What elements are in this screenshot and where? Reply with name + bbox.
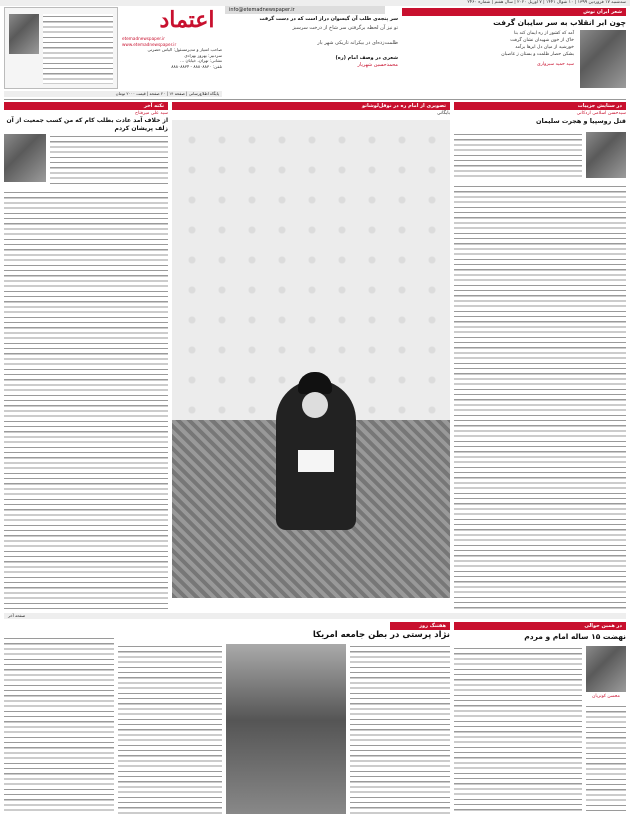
bottom-middle-section: [4, 622, 450, 816]
bottom-middle-col-2: [118, 644, 222, 814]
poem-quote-b: تو نیز آن لحظه برگرفتی سر شاخ از درخت سرسبز: [292, 25, 398, 31]
photo-face: [302, 392, 328, 418]
author-portrait-top: [580, 30, 626, 88]
site-link-1[interactable]: etemadnewspaper.ir: [122, 36, 165, 41]
credit-line-1: صاحب امتیاز و مدیرمسئول: الیاس حضرتی: [147, 47, 222, 53]
top-right-verse-4: بشکن حصار ظلمت و بستان ز غاصبان: [501, 52, 574, 57]
masthead-logo[interactable]: [150, 6, 224, 34]
center-bar: تصویری از امام ره در نوفل‌لوشاتو: [172, 102, 450, 110]
logo-text: اعتماد: [159, 7, 215, 33]
poem-box: [228, 16, 398, 96]
poem-quote-d: شعری در وصف امام (ره): [335, 55, 398, 61]
top-right-bar: شعر ایران نوش: [402, 8, 626, 16]
left-column-body: [4, 190, 168, 610]
masthead-credits: [122, 36, 222, 90]
section-strip: [4, 613, 626, 619]
right-column-headline: قتل روسپیا و هجرت سلیمان: [536, 117, 626, 125]
right-column-bar: در ستایش جزییات: [454, 102, 626, 110]
bottom-right-headline: نهضت ۱۵ ساله امام و مردم: [524, 632, 626, 641]
print-edition-thumbnail: [4, 7, 118, 89]
section-strip-label: صفحه آخر: [8, 613, 26, 618]
credit-line-2: سردبیر: بهروز بهزادی: [184, 52, 222, 58]
right-column-body-top: [454, 132, 582, 180]
left-column: [4, 102, 168, 610]
top-right-section: [402, 8, 626, 98]
left-column-body-top: [50, 134, 168, 186]
bottom-middle-headline: نژاد پرستی در بطن جامعه امریکا: [312, 630, 450, 640]
bottom-right-section: [454, 622, 626, 816]
bottom-middle-col-3: [4, 636, 114, 814]
thumbnail-photo: [9, 14, 39, 54]
top-right-verse-1: آمد که کشور از ره ایمان کند بنا: [513, 31, 574, 36]
top-right-verse-2: خاک از خون شهیدان نشان گرفت: [510, 38, 574, 43]
top-right-author: سید حمید سبزواری: [537, 62, 574, 67]
photo-turban: [298, 372, 332, 394]
email-text: info@etemadnewspaper.ir: [229, 7, 295, 13]
center-photo: [172, 120, 450, 598]
photo-book: [298, 450, 334, 472]
left-column-author-photo: [4, 134, 46, 182]
left-column-bar: نکته آخر: [4, 102, 168, 110]
bottom-right-bar: در همین حوالی: [454, 622, 626, 630]
right-column: [454, 102, 626, 610]
phone-line: تلفن: ۸۸۸۰۸۸۳۰ - ۸۸۸۰۸۸۳۴: [171, 63, 222, 69]
right-column-body: [454, 184, 626, 610]
poem-poet: محمدحسین شهریار: [357, 62, 398, 68]
poem-quote-a: سر پنجه‌ی طلب آن گیسوان دراز است که در دست گرفت: [259, 16, 398, 22]
right-column-author-photo: [586, 132, 626, 178]
bottom-right-author-photo: [586, 646, 626, 692]
bottom-right-body: [454, 646, 582, 814]
bottom-right-body-2: [586, 704, 626, 814]
top-right-headline: چون ابر انقلاب به سر سایبان گرفت: [493, 18, 626, 27]
bottom-line-text: پایگاه اطلاع‌رسانی | صفحه ۱۴ | ۲۰ صفحه | قیمت ۲۰۰۰ تومان: [115, 91, 219, 96]
top-divider: [4, 99, 626, 100]
email-bar: [225, 6, 385, 14]
poem-quote-c: ظلمت‌زده‌ای در بیکرانه تاریکی شهر بار: [317, 40, 398, 46]
site-link-2[interactable]: www.etemadnewspaper.ir: [122, 41, 177, 47]
thumbnail-text: [43, 14, 113, 84]
left-column-kicker: سید علی میرفتاح: [135, 111, 168, 116]
left-column-headline: از خلاف آمد عادت بطلب کام که من کسب جمعیت از آن زلف پریشان کردم: [6, 117, 168, 132]
date-line: سه‌شنبه ۱۷ فروردین ۱۳۹۹ | ۱۰ شوال ۱۴۴۱ | ۷ آوریل ۲۰۲۰ | سال هفتم | شماره ۲۴۶۰: [467, 0, 626, 5]
center-caption: بایگانی: [436, 111, 450, 116]
top-right-verse-3: خورشید از میان دل ابرها برآمد: [515, 45, 574, 50]
center-section: [172, 102, 450, 610]
address-line: نشانی: تهران، خیابان ...: [180, 58, 222, 64]
bottom-right-author: محسن کوثریان: [592, 694, 620, 699]
masthead-bottom-line: [4, 91, 222, 97]
bottom-middle-photo: [226, 644, 346, 814]
bottom-middle-col-1: [350, 644, 450, 814]
bottom-middle-bar: هفتنگ روز: [390, 622, 450, 630]
right-column-kicker: سیدحسن اسلامی اردکانی: [576, 111, 626, 116]
